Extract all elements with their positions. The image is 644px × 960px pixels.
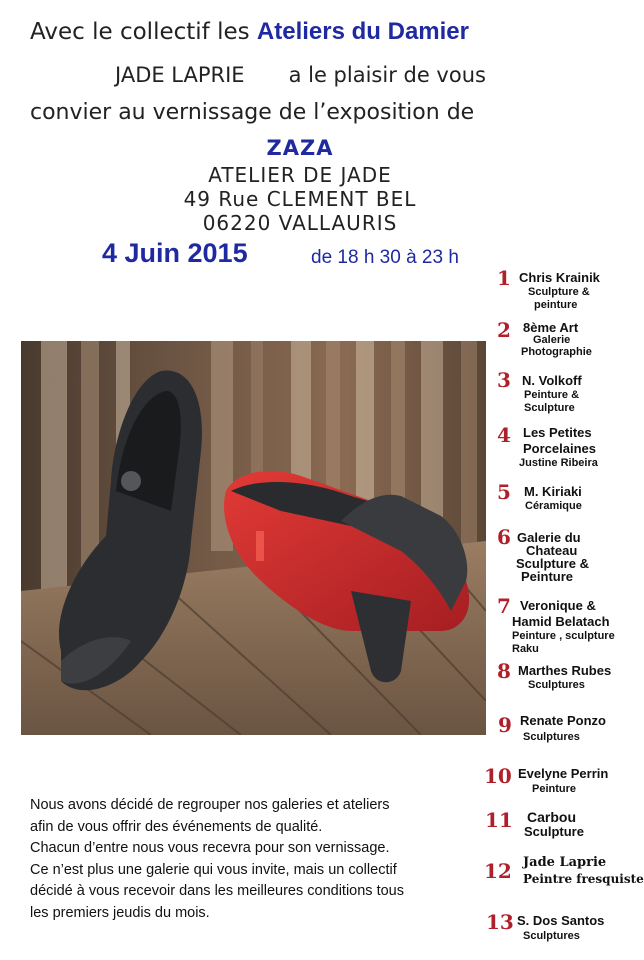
event-time: de 18 h 30 à 23 h [311, 247, 459, 268]
artist-number: 12 [484, 859, 512, 883]
artist-name: Renate Ponzo [520, 713, 606, 728]
artist-number: 4 [497, 423, 511, 447]
invite-line-2-text: a le plaisir de vous [288, 63, 486, 87]
artist-discipline: Peinture [521, 569, 574, 584]
artist-number: 8 [497, 659, 511, 683]
artist-discipline: Galerie [533, 334, 571, 346]
artist-number: 10 [484, 764, 512, 788]
artist-name: Veronique & [520, 598, 596, 613]
paragraph-line: les premiers jeudis du mois. [30, 904, 210, 921]
artist-discipline: Sculpture [524, 402, 575, 414]
artist-number: 2 [497, 318, 511, 342]
invite-line-1 [30, 18, 469, 46]
artist-name: M. Kiriaki [524, 484, 582, 499]
artist-number: 6 [497, 525, 511, 549]
artist-name: N. Volkoff [522, 373, 582, 388]
artist-discipline: Sculpture [524, 824, 584, 839]
artist-number: 7 [497, 594, 511, 618]
artist-number: 11 [485, 808, 513, 832]
artist-discipline: Sculpture & [528, 286, 590, 298]
artist-number: 1 [497, 266, 511, 290]
artist-discipline: Photographie [521, 346, 592, 358]
artist-name: Evelyne Perrin [518, 766, 609, 781]
paragraph-line: Nous avons décidé de regrouper nos galeries et ateliers [30, 797, 390, 813]
artist-discipline: Peinture & [524, 389, 580, 401]
artist-discipline: Raku [512, 643, 539, 655]
event-date: 4 Juin 2015 [102, 238, 248, 268]
invite-line-1-text: Avec le collectif les [30, 19, 250, 45]
artist-discipline: Peinture , sculpture [512, 630, 615, 642]
artist-name: Marthes Rubes [518, 663, 612, 678]
artist-discipline: Sculptures [523, 930, 580, 942]
artist-discipline: Justine Ribeira [519, 457, 598, 469]
artist-name: S. Dos Santos [517, 913, 605, 928]
artist-number: 9 [498, 713, 512, 737]
invite-line-2 [115, 63, 486, 87]
artist-number: 3 [497, 368, 511, 392]
artist-discipline: Hamid Belatach [512, 614, 610, 629]
address-line-1: ATELIER DE JADE [208, 163, 392, 187]
paragraph-line: Chacun d’entre nous vous recevra pour son vernissage. [30, 840, 390, 856]
paragraph-line: Ce n’est plus une galerie qui vous invite, mais un collectif [30, 861, 397, 878]
artist-discipline: Peinture [532, 783, 577, 795]
host-name: JADE LAPRIE [115, 63, 245, 87]
artist-name: Galerie du [517, 530, 581, 545]
paragraph-line: afin de vous offrir des événements de qualité. [30, 818, 323, 835]
shoes-photo-illustration [21, 341, 486, 735]
exhibition-title: ZAZA [266, 136, 334, 160]
invitation-paragraph [30, 795, 470, 924]
artist-name: Jade Laprie [523, 855, 607, 870]
artist-name: Chris Krainik [519, 270, 600, 285]
collective-name: Ateliers du Damier [256, 18, 469, 45]
artist-discipline: peinture [534, 299, 578, 311]
address-line-2: 49 Rue CLEMENT BEL [183, 187, 417, 211]
artist-number: 13 [486, 910, 514, 934]
artist-discipline: Sculptures [523, 731, 580, 743]
artist-discipline: Sculpture & [516, 556, 589, 571]
artist-name: 8ème Art [523, 320, 579, 335]
paragraph-line: décidé à vous recevoir dans les meilleures conditions tous [30, 883, 404, 899]
artist-name: Les Petites [523, 425, 592, 440]
artist-discipline: Peintre fresquiste [523, 872, 644, 886]
artist-discipline: Sculptures [528, 679, 585, 691]
artist-number: 5 [497, 480, 511, 504]
artist-discipline: Chateau [526, 543, 578, 558]
invite-line-3: convier au vernissage de l’exposition de [30, 100, 475, 125]
artist-discipline: Céramique [525, 500, 582, 512]
artist-name: Carbou [527, 809, 576, 825]
artist-discipline: Porcelaines [523, 441, 596, 456]
exhibition-photo [21, 341, 486, 735]
address-line-3: 06220 VALLAURIS [202, 211, 398, 235]
